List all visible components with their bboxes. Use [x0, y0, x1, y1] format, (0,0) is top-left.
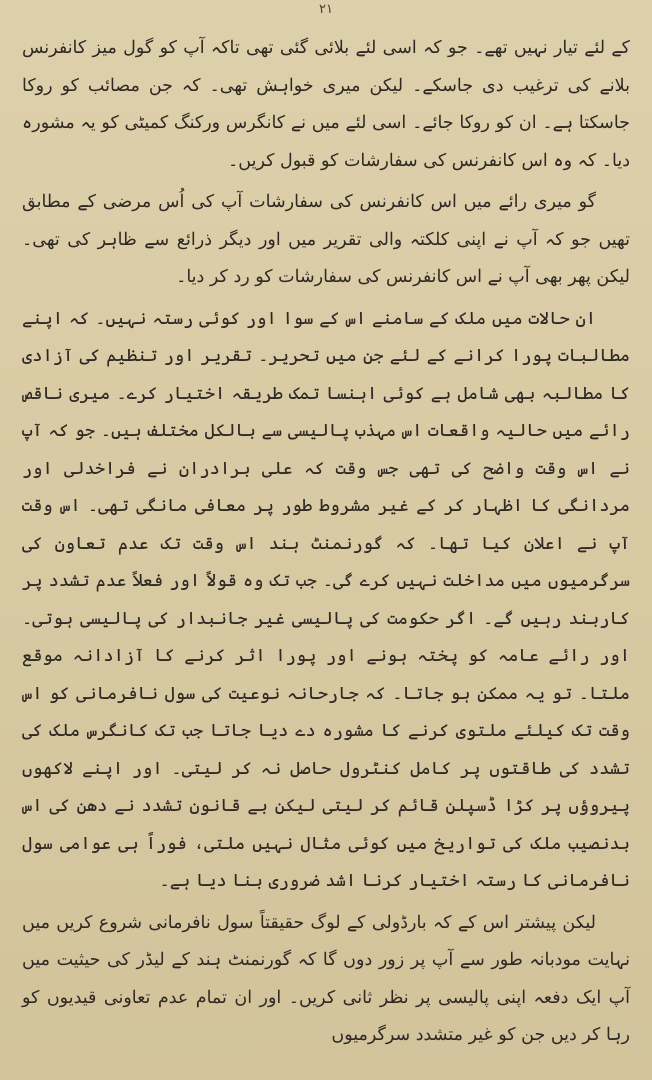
- paragraph-3: ان حالات میں ملک کے سامنے اس کے سوا اور کوئی رستہ نہیں۔ کہ اپنے مطالبات پورا کرانے کے لئے جن میں تحریر۔ تقریر اور تنظیم کی آزادی کا مطالبہ بھی شامل ہے کوئی اہنسا تمک طریقہ اختیار کرے۔ میری ناقص رائے میں حالیہ واقعات اس مہذب پالیسی سے بالکل مختلف ہیں۔ جو کہ آپ نے اس وقت واضح کی تھی جس وقت کہ علی برادران نے فراخدلی اور مردانگی کا اظہار کر کے غیر مشروط طور پر معافی مانگی تھی۔ اس وقت آپ نے اعلان کیا تھا۔ کہ گورنمنٹ ہند اس وقت تک عدم تعاون کی سرگرمیوں میں مداخلت نہیں کرے گی۔ جب تک وہ قولاً اور فعلاً عدم تشدد پر کاربند رہیں گے۔ اگر حکومت کی پالیسی غیر جانبدار کی پالیسی ہوتی۔ اور رائے عامہ کو پختہ ہونے اور پورا اثر کرنے کا آزادانہ موقع ملتا۔ تو یہ ممکن ہو جاتا۔ کہ جارحانہ نوعیت کی سول نافرمانی کو اس وقت تک کیلئے ملتوی کرنے کا مشورہ دے دیا جاتا جب تک کانگرس ملک کی تشدد کی طاقتوں پر کامل کنٹرول حاصل نہ کر لیتی۔ اور اپنے لاکھوں پیروؤں پر کڑا ڈسپلن قائم کر لیتی لیکن بے قانون تشدد نے دھن کی اس بدنصیب ملک کی تواریخ میں کوئی مثال نہیں ملتی، فوراً ہی عوامی سول نافرمانی کا رستہ اختیار کرنا اشد ضروری بنا دیا ہے۔: [22, 308, 630, 891]
- paragraph-1: کے لئے تیار نہیں تھے۔ جو کہ اسی لئے بلائی گئی تھی تاکہ آپ کو گول میز کانفرنس بلانے کی ترغیب دی جاسکے۔ لیکن میری خواہش تھی۔ کہ جن مصائب کو روکا جاسکتا ہے۔ ان کو روکا جائے۔ اسی لئے میں نے کانگرس ورکنگ کمیٹی کو یہ مشورہ دیا۔ کہ وہ اس کانفرنس کی سفارشات کو قبول کریں۔: [22, 38, 630, 171]
- page-number: ۲۱: [319, 2, 333, 17]
- paragraph-2: گو میری رائے میں اس کانفرنس کی سفارشات آپ کی اُس مرضی کے مطابق تھیں جو کہ آپ نے اپنی کلکتہ والی تقریر میں اور دیگر ذرائع سے ظاہر کی تھی۔ لیکن پھر بھی آپ نے اس کانفرنس کی سفارشات کو رد کر دیا۔: [22, 192, 630, 287]
- document-body: [22, 30, 630, 1072]
- paragraph-4: لیکن پیشتر اس کے کہ بارڈولی کے لوگ حقیقتاً سول نافرمانی شروع کریں میں نہایت مودبانہ طور سے آپ پر زور دوں گا کہ گورنمنٹ ہند کے لیڈر کی حیثیت میں آپ ایک دفعہ اپنی پالیسی پر نظر ثانی کریں۔ اور ان تمام عدم تعاونی قیدیوں کو رہا کر دیں جن کو غیر متشدد سرگرمیوں: [22, 912, 630, 1045]
